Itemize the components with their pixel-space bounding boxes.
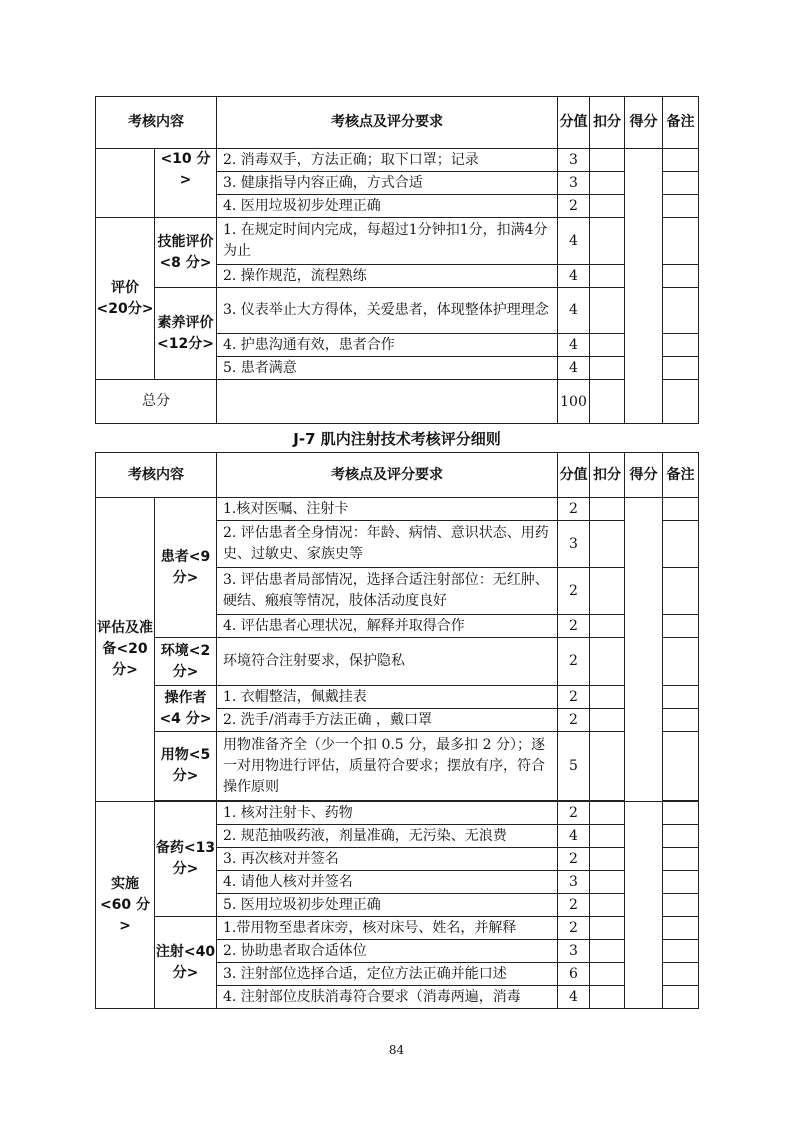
got-cell[interactable]: [625, 498, 663, 802]
item-score: 3: [558, 172, 590, 195]
note-cell[interactable]: [663, 195, 699, 218]
deduct-cell[interactable]: [590, 195, 625, 218]
note-cell[interactable]: [663, 149, 699, 172]
item-text: 3. 评估患者局部情况，选择合适注射部位：无红肿、硬结、瘢痕等情况，肢体活动度良好: [217, 568, 558, 615]
group-label: 环境<2 分>: [155, 638, 217, 686]
deduct-cell[interactable]: [590, 940, 625, 963]
item-score: 2: [558, 802, 590, 825]
deduct-cell[interactable]: [590, 568, 625, 615]
item-text: 2. 洗手/消毒手方法正确 ，戴口罩: [217, 709, 558, 732]
item-score: 4: [558, 218, 590, 265]
item-text: 3. 仪表举止大方得体，关爱患者，体现整体护理理念: [217, 288, 558, 334]
item-score: 2: [558, 568, 590, 615]
item-score: 2: [558, 709, 590, 732]
item-text: 4. 护患沟通有效，患者合作: [217, 334, 558, 357]
deduct-cell[interactable]: [590, 963, 625, 986]
group-label: 用物<5 分>: [155, 732, 217, 801]
deduct-cell[interactable]: [590, 265, 625, 288]
got-cell[interactable]: [625, 802, 663, 1009]
deduct-cell[interactable]: [590, 498, 625, 521]
note-cell[interactable]: [663, 709, 699, 732]
header-deduct: 扣分: [590, 97, 625, 149]
page-number: 84: [388, 1043, 405, 1057]
note-cell[interactable]: [663, 986, 699, 1009]
note-cell[interactable]: [663, 940, 699, 963]
deduct-cell[interactable]: [590, 848, 625, 871]
header-points: 考核点及评分要求: [217, 453, 558, 498]
item-text: 1.带用物至患者床旁，核对床号、姓名，并解释: [217, 917, 558, 940]
note-cell[interactable]: [663, 825, 699, 848]
item-score: 4: [558, 357, 590, 380]
note-cell[interactable]: [663, 732, 699, 801]
item-score: 2: [558, 195, 590, 218]
total-score: 100: [558, 380, 590, 424]
deduct-cell[interactable]: [590, 615, 625, 638]
section-label: 评价<20分>: [96, 218, 155, 380]
deduct-cell[interactable]: [590, 986, 625, 1009]
note-cell[interactable]: [663, 848, 699, 871]
total-label: 总分: [96, 380, 217, 424]
item-score: 2: [558, 686, 590, 709]
note-cell[interactable]: [663, 686, 699, 709]
item-text: 2. 协助患者取合适体位: [217, 940, 558, 963]
header-note: 备注: [663, 97, 699, 149]
item-score: 4: [558, 265, 590, 288]
item-score: 2: [558, 848, 590, 871]
deduct-cell[interactable]: [590, 380, 625, 424]
score-table-injection: [95, 452, 699, 1009]
deduct-cell[interactable]: [590, 709, 625, 732]
section-label: 评估及准备<20 分>: [96, 498, 155, 802]
note-cell[interactable]: [663, 288, 699, 334]
group-label: 备药<13 分>: [155, 802, 217, 917]
deduct-cell[interactable]: [590, 894, 625, 917]
note-cell[interactable]: [663, 357, 699, 380]
header-content: 考核内容: [96, 453, 217, 498]
deduct-cell[interactable]: [590, 218, 625, 265]
deduct-cell[interactable]: [590, 149, 625, 172]
note-cell[interactable]: [663, 521, 699, 568]
deduct-cell[interactable]: [590, 802, 625, 825]
deduct-cell[interactable]: [590, 521, 625, 568]
empty-section-cell: [96, 149, 155, 218]
note-cell[interactable]: [663, 265, 699, 288]
header-got: 得分: [625, 453, 663, 498]
item-text: 2. 规范抽吸药液，剂量准确，无污染、无浪费: [217, 825, 558, 848]
deduct-cell[interactable]: [590, 334, 625, 357]
header-score: 分值: [558, 453, 590, 498]
item-score: 2: [558, 498, 590, 521]
item-text: 5. 患者满意: [217, 357, 558, 380]
item-text: 用物准备齐全（少一个扣 0.5 分，最多扣 2 分）；逐一对用物进行评估，质量符合要求；摆放有序，符合操作原则: [217, 732, 558, 801]
note-cell[interactable]: [663, 917, 699, 940]
deduct-cell[interactable]: [590, 686, 625, 709]
item-text: 环境符合注射要求，保护隐私: [217, 638, 558, 686]
deduct-cell[interactable]: [590, 288, 625, 334]
deduct-cell[interactable]: [590, 871, 625, 894]
item-score: 2: [558, 615, 590, 638]
note-cell[interactable]: [663, 802, 699, 825]
deduct-cell[interactable]: [590, 172, 625, 195]
item-text: 2. 消毒双手，方法正确；取下口罩；记录: [217, 149, 558, 172]
item-text: 2. 操作规范，流程熟练: [217, 265, 558, 288]
deduct-cell[interactable]: [590, 357, 625, 380]
group-label: 技能评价<8 分>: [155, 218, 217, 288]
total-empty: [217, 380, 558, 424]
item-score: 4: [558, 986, 590, 1009]
item-text: 4. 评估患者心理状况，解释并取得合作: [217, 615, 558, 638]
item-score: 5: [558, 732, 590, 801]
item-text: 3. 注射部位选择合适，定位方法正确并能口述: [217, 963, 558, 986]
item-score: 2: [558, 638, 590, 686]
item-score: 2: [558, 894, 590, 917]
item-text: 5. 医用垃圾初步处理正确: [217, 894, 558, 917]
item-text: 4. 医用垃圾初步处理正确: [217, 195, 558, 218]
item-text: 4. 注射部位皮肤消毒符合要求（消毒两遍，消毒: [217, 986, 558, 1009]
item-text: 4. 请他人核对并签名: [217, 871, 558, 894]
note-cell[interactable]: [663, 568, 699, 615]
note-cell[interactable]: [663, 218, 699, 265]
item-score: 3: [558, 521, 590, 568]
group-label: 操作者<4 分>: [155, 686, 217, 732]
got-cell[interactable]: [625, 149, 663, 424]
group-label: 注射<40 分>: [155, 917, 217, 1009]
header-deduct: 扣分: [590, 453, 625, 498]
header-points: 考核点及评分要求: [217, 97, 558, 149]
item-text: 1. 在规定时间内完成，每超过1分钟扣1分，扣满4分为止: [217, 218, 558, 265]
deduct-cell[interactable]: [590, 825, 625, 848]
note-cell[interactable]: [663, 871, 699, 894]
section-title: J-7 肌内注射技术考核评分细则: [293, 430, 501, 448]
item-score: 3: [558, 149, 590, 172]
header-score: 分值: [558, 97, 590, 149]
group-label: 患者<9 分>: [155, 498, 217, 638]
deduct-cell[interactable]: [590, 732, 625, 801]
item-score: 4: [558, 288, 590, 334]
header-content: 考核内容: [96, 97, 217, 149]
note-cell[interactable]: [663, 334, 699, 357]
note-cell[interactable]: [663, 638, 699, 686]
item-text: 1.核对医嘱、注射卡: [217, 498, 558, 521]
item-text: 3. 再次核对并签名: [217, 848, 558, 871]
item-text: 3. 健康指导内容正确，方式合适: [217, 172, 558, 195]
group-label: 素养评价<12分>: [155, 288, 217, 380]
deduct-cell[interactable]: [590, 917, 625, 940]
note-cell[interactable]: [663, 172, 699, 195]
note-cell[interactable]: [663, 894, 699, 917]
note-cell[interactable]: [663, 963, 699, 986]
item-score: 3: [558, 871, 590, 894]
item-text: 1. 核对注射卡、药物: [217, 802, 558, 825]
deduct-cell[interactable]: [590, 638, 625, 686]
note-cell[interactable]: [663, 380, 699, 424]
item-score: 3: [558, 940, 590, 963]
item-score: 2: [558, 917, 590, 940]
header-note: 备注: [663, 453, 699, 498]
group-label: <10 分>: [155, 149, 217, 218]
section-label: 实施<60 分>: [96, 802, 155, 1009]
item-text: 2. 评估患者全身情况：年龄、病情、意识状态、用药史、过敏史、家族史等: [217, 521, 558, 568]
item-score: 4: [558, 825, 590, 848]
note-cell[interactable]: [663, 615, 699, 638]
item-score: 6: [558, 963, 590, 986]
score-table-continued: [95, 96, 699, 424]
item-text: 1. 衣帽整洁，佩戴挂表: [217, 686, 558, 709]
note-cell[interactable]: [663, 498, 699, 521]
header-got: 得分: [625, 97, 663, 149]
item-score: 4: [558, 334, 590, 357]
